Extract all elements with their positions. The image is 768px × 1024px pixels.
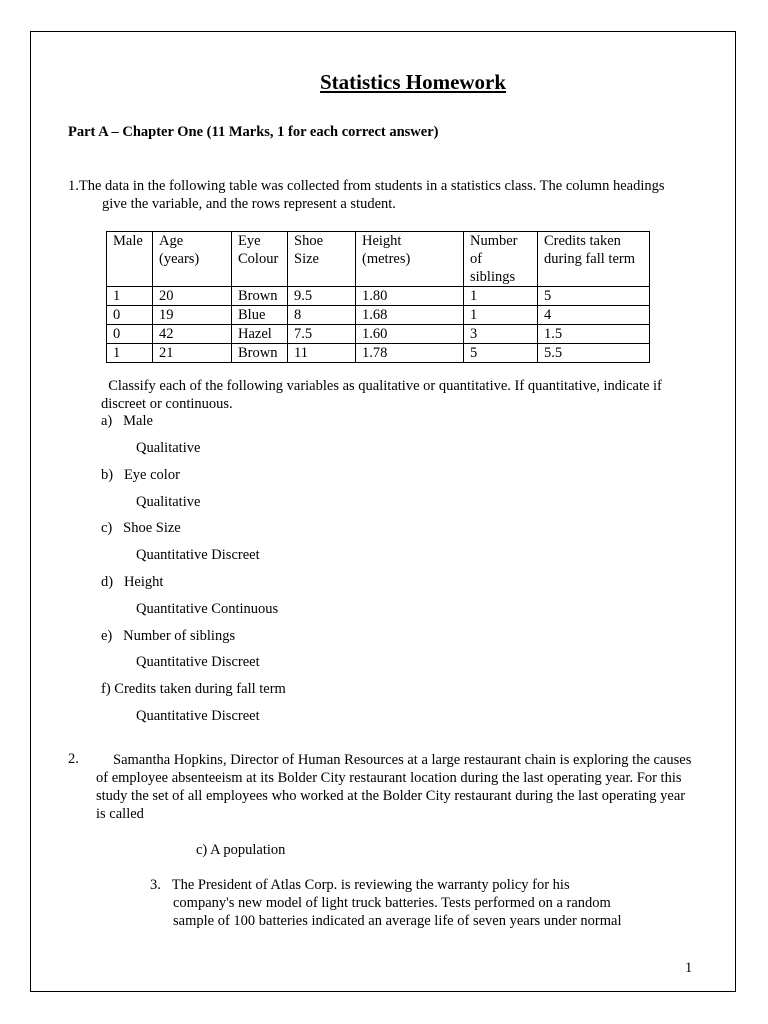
header-shoe-size: Shoe Size (288, 232, 356, 287)
page-title: Statistics Homework (320, 70, 507, 94)
question-2-number: 2. (68, 751, 79, 767)
header-age: Age (years) (153, 232, 232, 287)
header-credits: Credits taken during fall term (538, 232, 650, 287)
header-siblings: Number of siblings (464, 232, 538, 287)
question-3-line-1: 3. The President of Atlas Corp. is reviewing the warranty policy for his (150, 877, 570, 893)
question-1-line-2: give the variable, and the rows represent a student. (102, 196, 396, 212)
question-2-text: Samantha Hopkins, Director of Human Resources at a large restaurant chain is exploring the causes of employee absenteeism at its Bolder City restaurant location during the last operating year. For this study the set of all employees who worked at the Bolder City restaurant during the last operating year is called (96, 752, 692, 822)
item-d-label: d) Height (101, 574, 164, 590)
item-c-answer: Quantitative Discreet (136, 547, 260, 563)
question-3 (150, 876, 650, 930)
item-e-answer: Quantitative Discreet (136, 654, 260, 670)
student-data-table (106, 231, 650, 363)
table-header-row (107, 232, 650, 287)
header-height: Height (metres) (356, 232, 464, 287)
table-row: 0 19 Blue 8 1.68 1 4 (107, 306, 650, 325)
question-1-line-1: 1.The data in the following table was collected from students in a statistics class. The column headings (68, 178, 665, 194)
item-a-label: a) Male (101, 413, 153, 429)
page-border (30, 31, 736, 992)
table-row: 0 42 Hazel 7.5 1.60 3 1.5 (107, 325, 650, 344)
part-a-heading: Part A – Chapter One (11 Marks, 1 for each correct answer) (68, 124, 439, 140)
item-e-label: e) Number of siblings (101, 628, 236, 644)
header-eye-colour: Eye Colour (232, 232, 288, 287)
question-3-line-3: sample of 100 batteries indicated an average life of seven years under normal (173, 913, 622, 929)
question-1 (68, 177, 698, 213)
question-3-line-2: company's new model of light truck batteries. Tests performed on a random (173, 895, 611, 911)
item-f-answer: Quantitative Discreet (136, 708, 260, 724)
header-male: Male (107, 232, 153, 287)
item-b-answer: Qualitative (136, 494, 201, 510)
classify-instruction: Classify each of the following variables as qualitative or quantitative. If quantitative, indicate if discreet or continuous. (101, 378, 662, 412)
item-b-label: b) Eye color (101, 467, 180, 483)
item-c-label: c) Shoe Size (101, 520, 181, 536)
table-row: 1 21 Brown 11 1.78 5 5.5 (107, 344, 650, 363)
question-2-answer: c) A population (196, 842, 286, 858)
page-number: 1 (685, 960, 693, 976)
table-row: 1 20 Brown 9.5 1.80 1 5 (107, 287, 650, 306)
item-a-answer: Qualitative (136, 440, 201, 456)
item-f-label: f) Credits taken during fall term (101, 681, 286, 697)
item-d-answer: Quantitative Continuous (136, 601, 279, 617)
